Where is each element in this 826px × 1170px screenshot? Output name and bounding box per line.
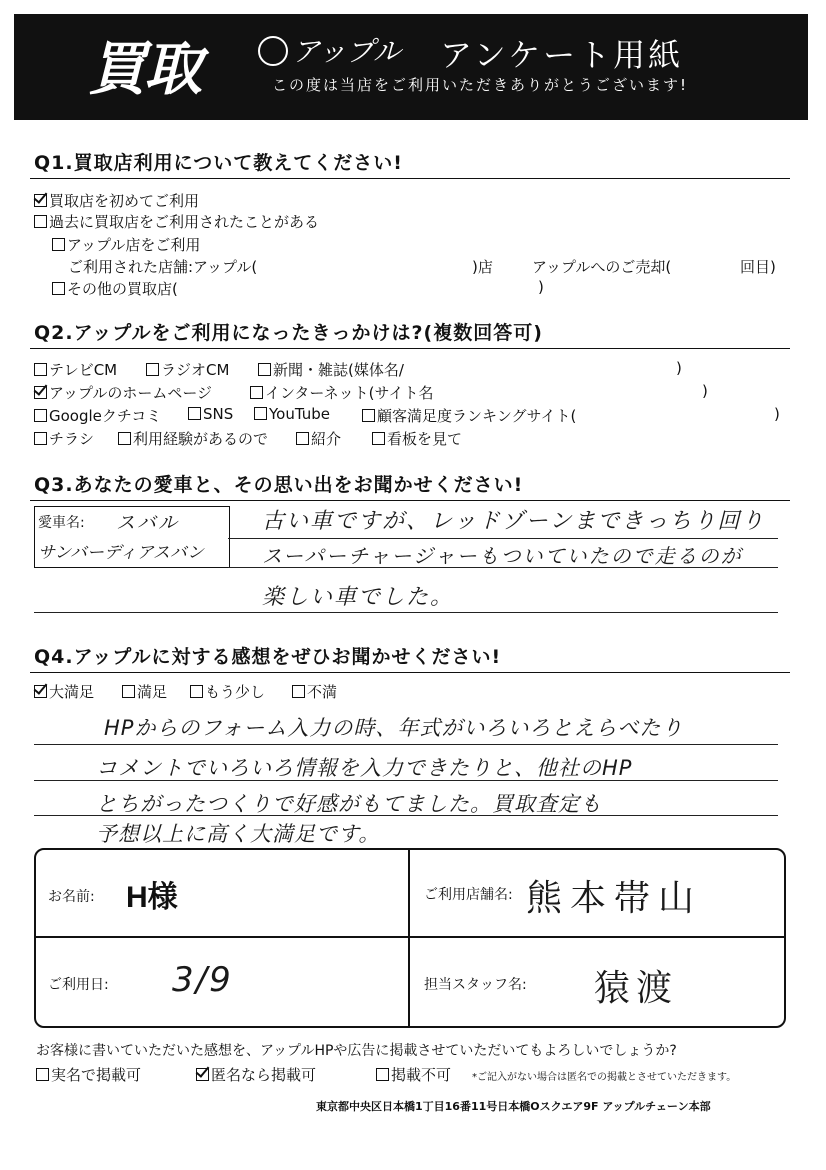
- consent-question: お客様に書いていただいた感想を、アップルHPや広告に掲載させていただいてもよろしいでしょうか?: [36, 1043, 677, 1059]
- q1-count-label: アップルへのご売却(: [532, 258, 672, 276]
- checkbox-icon[interactable]: [292, 685, 305, 698]
- apple-logo-icon: [258, 36, 288, 66]
- q2-heading: Q2.アップルをご利用になったきっかけは?(複数回答可): [34, 322, 543, 344]
- checkbox-icon[interactable]: [296, 432, 309, 445]
- q2-option-label: YouTube: [269, 405, 330, 423]
- date-label: ご利用日:: [48, 977, 109, 993]
- consent-option-real-name[interactable]: [36, 1064, 141, 1085]
- q4-option-label: もう少し: [205, 683, 266, 701]
- q4-comment-line-4: 予想以上に高く大満足です。: [96, 822, 381, 846]
- staff-value: 猿渡: [594, 968, 679, 1009]
- q2-option-radiocm[interactable]: [146, 359, 229, 380]
- q1-count-suffix: 回目): [740, 258, 776, 276]
- header-tagline: この度は当店をご利用いただきありがとうございます!: [272, 76, 689, 94]
- q2-row3-close: ): [774, 405, 780, 423]
- q1-option-apple-label: アップル店をご利用: [67, 236, 201, 254]
- q1-option-first-label: 買取店を初めてご利用: [49, 192, 200, 210]
- checkbox-icon[interactable]: [34, 432, 47, 445]
- checkbox-icon[interactable]: [146, 363, 159, 376]
- q1-option-other[interactable]: [52, 278, 178, 299]
- q1-other-close: ): [538, 278, 544, 296]
- q2-option-sns[interactable]: [188, 405, 233, 423]
- consent-option-label: 匿名なら掲載可: [211, 1066, 317, 1084]
- consent-option-label: 掲載不可: [391, 1066, 452, 1084]
- q2-option-label: 新聞・雑誌(媒体名/: [273, 361, 404, 379]
- store-label: ご利用店舗名:: [424, 887, 513, 903]
- q4-comment-line-1: HPからのフォーム入力の時、年式がいろいろとえらべたり: [104, 716, 684, 740]
- q2-option-label: アップルのホームページ: [49, 384, 213, 402]
- checkbox-icon[interactable]: [376, 1068, 389, 1081]
- q2-option-tvcm[interactable]: [34, 359, 117, 380]
- q2-option-internet[interactable]: [250, 382, 433, 403]
- header-title-kanji: 買取: [88, 35, 201, 103]
- q2-option-label: インターネット(サイト名: [265, 384, 434, 402]
- car-name-label: 愛車名:: [38, 515, 85, 531]
- checkbox-icon[interactable]: [52, 238, 65, 251]
- q1-store-suffix: )店: [472, 258, 493, 276]
- q2-option-label: 利用経験があるので: [133, 430, 269, 448]
- q2-option-signboard[interactable]: [372, 428, 462, 449]
- q4-option-satisfied[interactable]: [122, 681, 167, 702]
- header-logo-text: アップル: [292, 35, 401, 68]
- q4-option-label: 大満足: [49, 683, 95, 701]
- q3-writing-line: [34, 612, 778, 613]
- q2-option-label: Googleクチコミ: [49, 407, 162, 425]
- checkbox-icon[interactable]: [188, 407, 201, 420]
- checkbox-icon[interactable]: [118, 432, 131, 445]
- car-name-line-1: スバル: [116, 512, 180, 534]
- q4-writing-line: [34, 744, 778, 745]
- car-name-line-2: サンバーディアスバン: [38, 543, 204, 563]
- q4-option-so-so[interactable]: [190, 681, 265, 702]
- footer-address: 東京都中央区日本橋1丁目16番11号日本橋Oスクエア9F アップルチェーン本部: [316, 1100, 711, 1113]
- q3-writing-line: [228, 538, 778, 539]
- staff-label: 担当スタッフ名:: [424, 977, 527, 993]
- q4-rule: [30, 672, 790, 673]
- q2-row1-close: ): [676, 359, 682, 377]
- q2-option-flyer[interactable]: [34, 428, 94, 449]
- info-table-divider: [408, 848, 410, 1026]
- q4-option-unsatisfied[interactable]: [292, 681, 337, 702]
- q1-option-past[interactable]: [34, 211, 319, 232]
- q1-option-past-label: 過去に買取店をご利用されたことがある: [49, 213, 320, 231]
- checkbox-checked-icon[interactable]: [34, 194, 47, 207]
- checkbox-checked-icon[interactable]: [34, 685, 47, 698]
- q4-option-label: 不満: [307, 683, 338, 701]
- q4-option-very-satisfied[interactable]: [34, 681, 94, 702]
- checkbox-checked-icon[interactable]: [34, 386, 47, 399]
- q3-heading: Q3.あなたの愛車と、その思い出をお聞かせください!: [34, 474, 524, 496]
- checkbox-icon[interactable]: [254, 407, 267, 420]
- q3-memory-line-2: スーパーチャージャーもついていたので走るのが: [262, 544, 743, 568]
- checkbox-icon[interactable]: [250, 386, 263, 399]
- q1-store-label: ご利用された店舗:アップル(: [68, 258, 258, 276]
- consent-note: *ご記入がない場合は匿名での掲載とさせていただきます。: [472, 1072, 737, 1083]
- q1-rule: [30, 178, 790, 179]
- checkbox-icon[interactable]: [34, 363, 47, 376]
- q2-option-label: チラシ: [49, 430, 95, 448]
- store-value: 熊本帯山: [526, 878, 703, 919]
- q2-option-experience[interactable]: [118, 428, 268, 449]
- name-value: H様: [126, 881, 178, 914]
- q4-comment-line-3: とちがったつくりで好感がもてました。買取査定も: [96, 792, 602, 816]
- name-label: お名前:: [48, 889, 95, 905]
- q2-option-newspaper[interactable]: [258, 359, 404, 380]
- q4-heading: Q4.アップルに対する感想をぜひお聞かせください!: [34, 646, 502, 668]
- q2-option-referral[interactable]: [296, 428, 341, 449]
- checkbox-icon[interactable]: [372, 432, 385, 445]
- q2-option-homepage[interactable]: [34, 382, 212, 403]
- q1-option-first[interactable]: [34, 190, 199, 211]
- checkbox-icon[interactable]: [36, 1068, 49, 1081]
- q2-option-ranking[interactable]: [362, 405, 576, 426]
- q3-rule: [30, 500, 790, 501]
- q2-option-label: 顧客満足度ランキングサイト(: [377, 407, 577, 425]
- checkbox-icon[interactable]: [52, 282, 65, 295]
- consent-option-label: 実名で掲載可: [51, 1066, 142, 1084]
- checkbox-icon[interactable]: [34, 409, 47, 422]
- q1-heading: Q1.買取店利用について教えてください!: [34, 152, 403, 174]
- q2-row2-close: ): [702, 382, 708, 400]
- q1-option-other-label: その他の買取店(: [67, 280, 178, 298]
- q3-memory-line-3: 楽しい車でした。: [262, 585, 455, 610]
- q2-option-label: SNS: [203, 405, 234, 423]
- checkbox-icon[interactable]: [34, 215, 47, 228]
- header-title: アンケート用紙: [440, 36, 684, 74]
- q2-rule: [30, 348, 790, 349]
- checkbox-icon[interactable]: [258, 363, 271, 376]
- date-value: 3/9: [172, 960, 233, 1000]
- q4-option-label: 満足: [137, 683, 168, 701]
- q2-option-label: ラジオCM: [161, 361, 230, 379]
- checkbox-icon[interactable]: [190, 685, 203, 698]
- q3-memory-line-1: 古い車ですが、レッドゾーンまできっちり回り: [262, 509, 766, 534]
- consent-option-no[interactable]: [376, 1064, 451, 1085]
- q2-option-label: 紹介: [311, 430, 342, 448]
- checkbox-checked-icon[interactable]: [196, 1068, 209, 1081]
- consent-option-anonymous[interactable]: [196, 1064, 316, 1085]
- q2-option-label: 看板を見て: [387, 430, 463, 448]
- q4-comment-line-2: コメントでいろいろ情報を入力できたりと、他社のHP: [96, 756, 633, 780]
- q2-option-google[interactable]: [34, 405, 161, 426]
- q1-option-apple[interactable]: [52, 234, 200, 255]
- q2-option-youtube[interactable]: [254, 405, 330, 423]
- q2-option-label: テレビCM: [49, 361, 118, 379]
- checkbox-icon[interactable]: [362, 409, 375, 422]
- checkbox-icon[interactable]: [122, 685, 135, 698]
